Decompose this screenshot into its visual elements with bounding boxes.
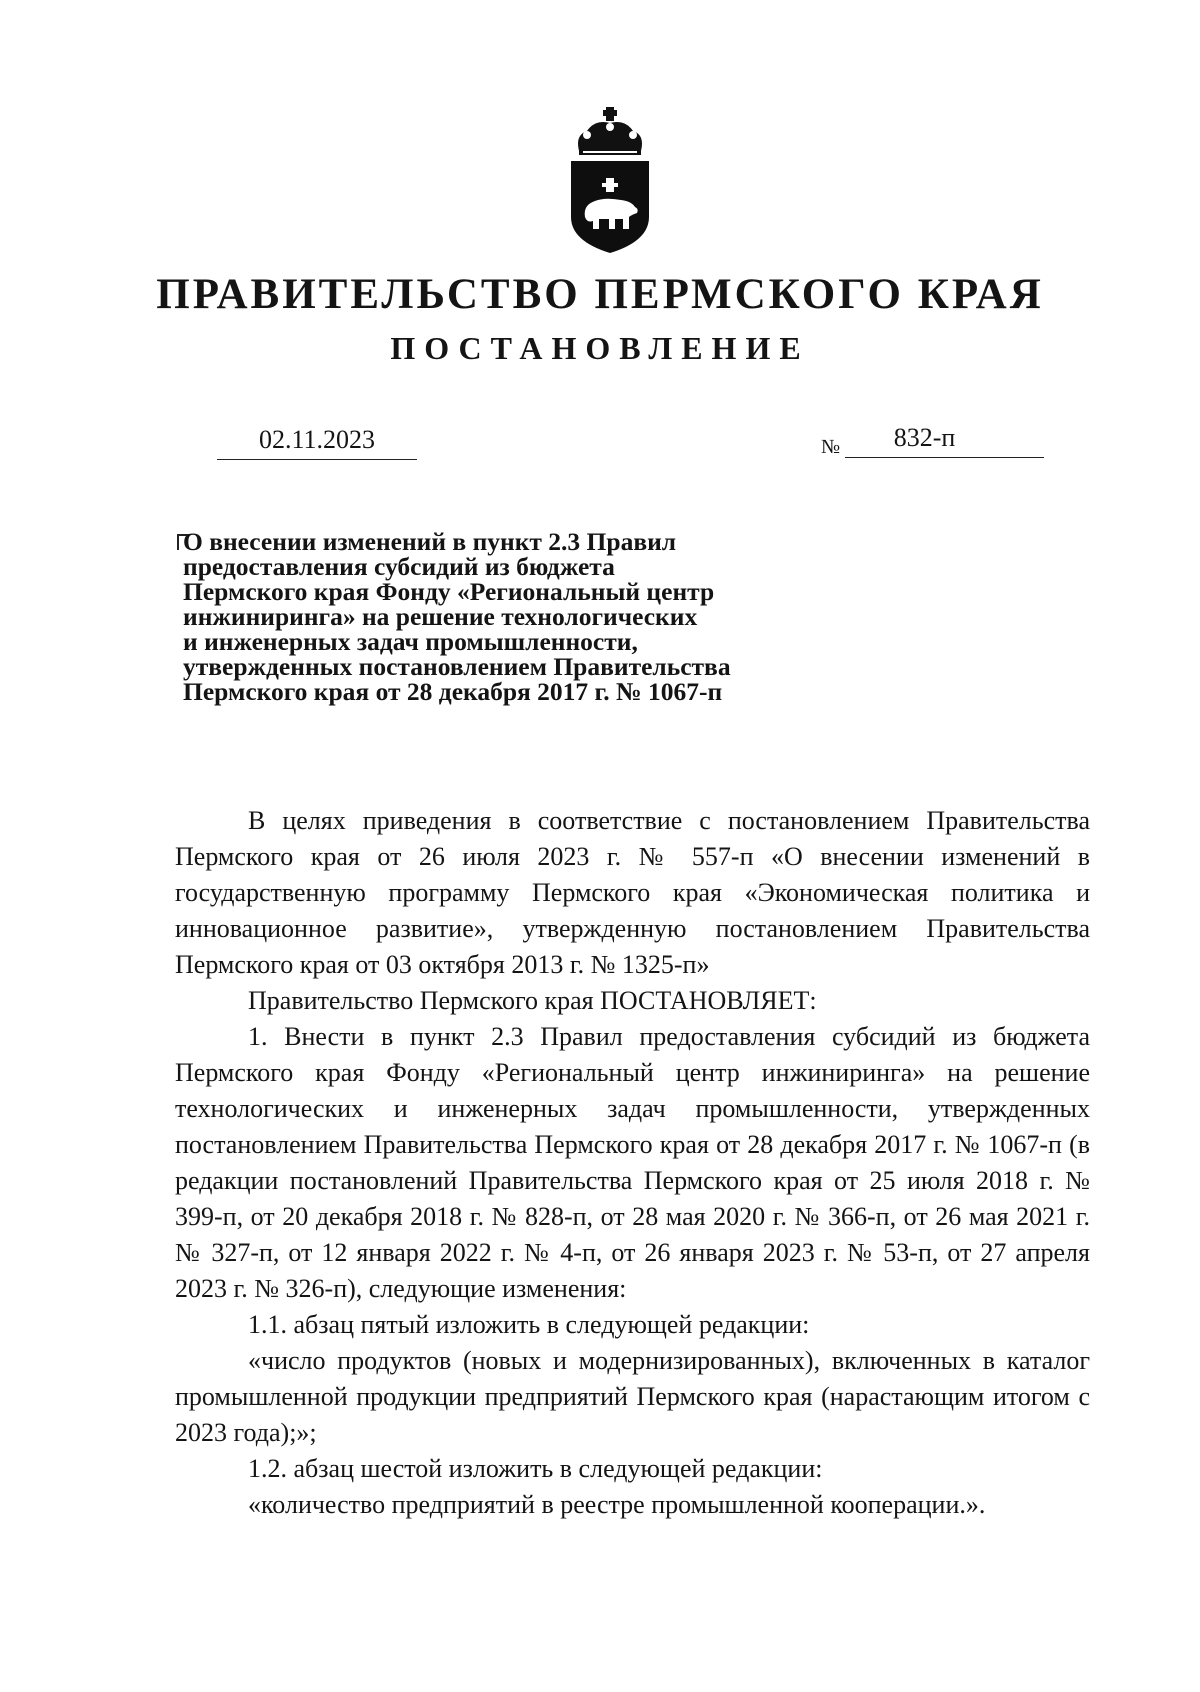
number-sign: № <box>821 436 841 458</box>
body-paragraph: 1.1. абзац пятый изложить в следующей редакции: <box>248 1310 810 1339</box>
government-title: ПРАВИТЕЛЬСТВО ПЕРМСКОГО КРАЯ <box>156 271 1044 318</box>
body-paragraph: В целях приведения в соответствие с постановлением Правительства Пермского края от 26 июля 2023 г. № 557-п «О внесении изменений в государственную программу Пермского края «Экономическая политика и инновационное развитие», утвержденную постановлением Правительства Пермского края от 03 октября 2013 г. № 1325-п» <box>175 806 1090 979</box>
subject-line: предоставления субсидий из бюджета <box>183 552 615 581</box>
subject-line: утвержденных постановлением Правительства <box>183 652 731 681</box>
document-date: 02.11.2023 <box>258 425 376 454</box>
subject-line: Пермского края от 28 декабря 2017 г. № 1067-п <box>183 677 723 706</box>
body-paragraph: 1.2. абзац шестой изложить в следующей редакции: <box>248 1454 823 1483</box>
document-type: ПОСТАНОВЛЕНИЕ <box>390 330 810 366</box>
subject-line: Пермского края Фонду «Региональный центр <box>183 577 715 606</box>
subject-line: и инженерных задач промышленности, <box>183 627 638 656</box>
document-number: 832-п <box>893 423 956 452</box>
body-paragraph: Правительство Пермского края ПОСТАНОВЛЯЕТ: <box>248 986 817 1015</box>
subject-line: инжиниринга» на решение технологических <box>183 602 698 631</box>
body-paragraph: «число продуктов (новых и модернизированных), включенных в каталог промышленной продукции предприятий Пермского края (нарастающим итогом с 2023 года);»; <box>175 1346 1090 1447</box>
body-paragraph: 1. Внести в пункт 2.3 Правил предоставления субсидий из бюджета Пермского края Фонду «Региональный центр инжиниринга» на решение технологических и инженерных задач промышленности, утвержденных постановлением Правительства Пермского края от 28 декабря 2017 г. № 1067-п (в редакции постановлений Правительства Пермского края от 25 июля 2018 г. № 399-п, от 20 декабря 2018 г. № 828-п, от 28 мая 2020 г. № 366-п, от 26 мая 2021 г. № 327-п, от 12 января 2022 г. № 4-п, от 26 января 2023 г. № 53-п, от 27 апреля 2023 г. № 326-п), следующие изменения: <box>175 1022 1090 1303</box>
body-paragraph: «количество предприятий в реестре промышленной кооперации.». <box>248 1490 986 1519</box>
document-body <box>175 803 1090 1523</box>
document-subject <box>183 529 823 704</box>
number-field <box>845 423 1044 458</box>
date-field <box>217 425 417 460</box>
coat-of-arms-icon <box>565 105 655 255</box>
subject-line: О внесении изменений в пункт 2.3 Правил <box>183 527 677 556</box>
